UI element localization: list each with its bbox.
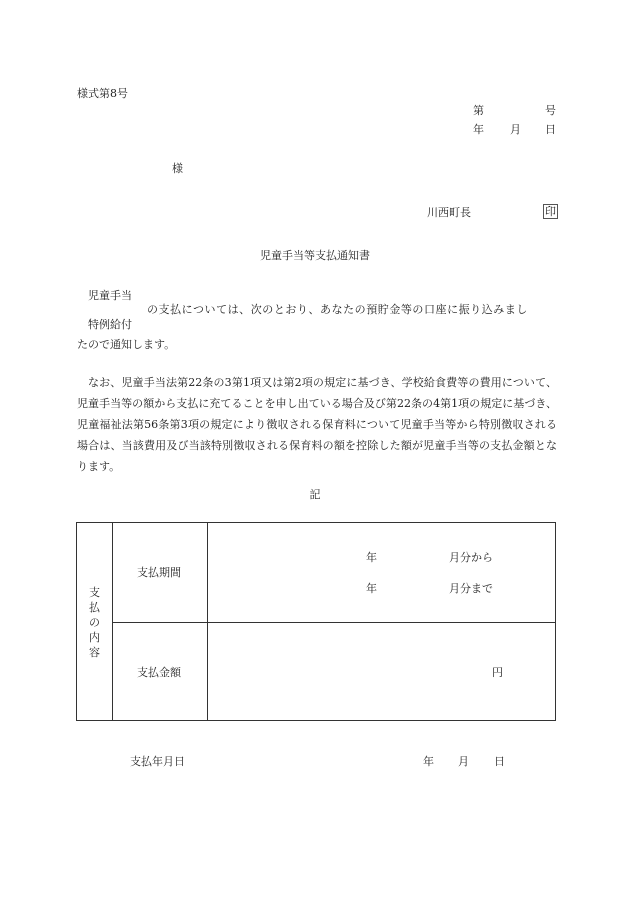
form-number: 様式第8号 [77, 87, 128, 100]
section-label-char: 内 [89, 631, 100, 644]
payment-amount-label: 支払金額 [137, 666, 181, 679]
section-label-char: 払 [89, 601, 100, 614]
payment-date-month: 月 [458, 755, 469, 768]
period-to-year: 年 [366, 582, 377, 595]
body-text-line2: たので通知します。 [77, 338, 176, 351]
body-text-line1: の支払については、次のとおり、あなたの預貯金等の口座に振り込みまし [147, 303, 528, 316]
period-to-month: 月分まで [449, 582, 493, 595]
issue-date-month: 月 [510, 123, 521, 136]
issuer-name: 川西町長 [427, 206, 471, 219]
period-from-month: 月分から [449, 551, 493, 564]
amount-unit-yen: 円 [492, 666, 503, 679]
ki-heading: 記 [309, 488, 321, 501]
note-paragraph: なお、児童手当法第22条の3第1項又は第2項の規定に基づき、学校給食費等の費用について、児童手当等の額から支払に充てることを申し出ている場合及び第22条の4第1項の規定に基づき、児童福祉法第56条第3項の規定により徴収される保育料について児童手当等から特別徴収される場合は、当該費用及び当該特別徴収される保育料の額を控除した額が児童手当等の支払金額となります。 [77, 376, 557, 473]
payment-date-year: 年 [423, 755, 434, 768]
document-number-suffix: 号 [545, 104, 556, 117]
section-label-char: 支 [89, 586, 100, 599]
payment-date-day: 日 [494, 755, 505, 768]
issue-date-year: 年 [473, 123, 484, 136]
payment-date-label: 支払年月日 [130, 755, 185, 768]
section-label-char: の [89, 616, 100, 629]
period-from-year: 年 [366, 551, 377, 564]
section-label-char: 容 [89, 646, 100, 659]
document-number-label: 第 [473, 104, 484, 117]
addressee-honorific: 様 [172, 162, 183, 175]
seal-mark: 印 [545, 205, 556, 218]
payment-period-label: 支払期間 [137, 566, 181, 579]
table-divider [112, 622, 555, 623]
issue-date-day: 日 [545, 123, 556, 136]
section-label-payment-contents [77, 585, 112, 660]
allowance-type-child: 児童手当 [88, 289, 132, 302]
allowance-type-special: 特例給付 [88, 318, 132, 331]
document-title: 児童手当等支払通知書 [260, 249, 370, 262]
